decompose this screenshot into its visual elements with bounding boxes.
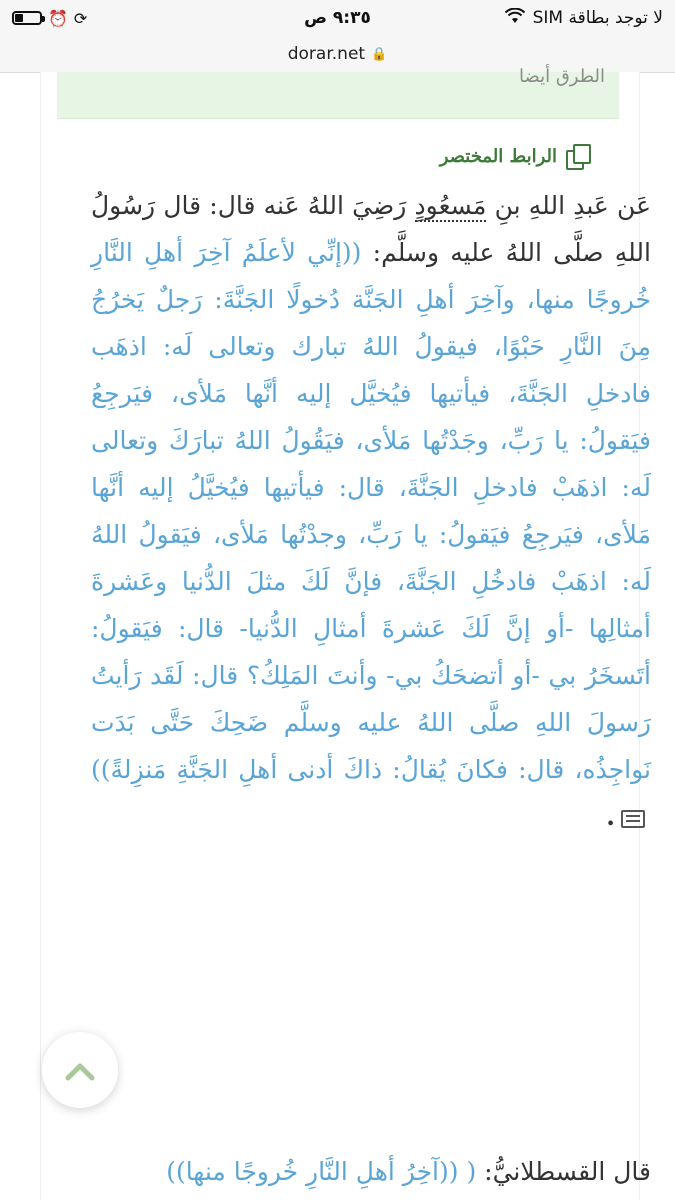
hadith-quote: ((إنِّي لأعلَمُ آخِرَ أهلِ النَّارِ خُروجًا منها، وآخِرَ أهلِ الجَنَّة دُخولًا الجَنَّةَ: رَجلٌ يَخرُجُ مِنَ النَّارِ حَبْوًا، فيقولُ اللهُ تبارك وتعالى لَه: اذهَب فادخلِ الجَنَّةَ، فيأتيها فيُخيَّل إليه أنَّها مَلأى، فيَرجِعُ فيَقولُ: يا رَبِّ، وجَدْتُها مَلأى، فيَقُولُ اللهُ تبارَكَ وتعالى لَه: اذهَبْ فادخلِ الجَنَّةَ، قال: فيأتيها فيُخيَّلُ إليه أنَّها مَلأى، فيَرجِعُ فيَقولُ: يا رَبِّ، وجدْتُها مَلأى، فيَقولُ اللهُ لَه: اذهَبْ فادخُلِ الجَنَّةَ، فإنَّ لَكَ مثلَ الدُّنيا وعَشرةَ أمثالِها -أو إنَّ لَكَ عَشرةَ أمثالِ الدُّنيا- قال: فيَقولُ: أتَسخَرُ بي -أو أتضحَكُ بي- وأنتَ المَلِكُ؟ قال: لَقَد رَأيتُ رَسولَ اللهِ صلَّى اللهُ عليه وسلَّم ضَحِكَ حَتَّى بَدَت نَواجِذُه، قال: فكانَ يُقالُ: ذاكَ أدنى أهلِ الجَنَّةِ مَنزِلةً)) (91, 238, 651, 784)
alarm-icon: ⏰ (48, 8, 68, 28)
short-link-label: الرابط المختصر (439, 145, 557, 167)
narrator-suffix: رَضِيَ اللهُ عَنه قال: قال رَسُولُ اللهِ صلَّى اللهُ عليه وسلَّم: (91, 191, 651, 267)
narrator-prefix: عَن عَبدِ اللهِ بنِ (486, 191, 651, 220)
hadith-text (91, 182, 651, 840)
end-mark: . (606, 802, 615, 831)
wifi-icon (505, 8, 525, 28)
ways-box (57, 66, 619, 119)
scroll-top-button[interactable] (42, 1032, 118, 1108)
status-time: ٩:٣٥ ص (304, 8, 371, 28)
rotation-lock-icon: ⟳ (73, 8, 88, 28)
carrier-label: لا توجد بطاقة SIM (532, 8, 663, 28)
status-bar (0, 0, 675, 36)
lock-icon: 🔒 (371, 46, 388, 62)
narrator-name-link[interactable]: مَسعُودٍ (414, 191, 487, 220)
chevron-up-icon (65, 1050, 95, 1090)
copy-icon (567, 144, 591, 168)
notes-icon[interactable] (621, 810, 645, 828)
ways-box-text: الطرق أيضا (519, 66, 605, 87)
short-link-button[interactable] (440, 144, 591, 168)
battery-icon (12, 11, 42, 25)
commentary-quote: ( ((آخِرُ أهلِ النَّارِ خُروجًا منها)) (166, 1157, 477, 1186)
status-left-icons (12, 9, 87, 28)
commentary-speaker: قال القسطلانيُّ: (476, 1157, 651, 1186)
url-text: dorar.net (287, 44, 366, 64)
status-right (505, 8, 663, 28)
commentary-text (91, 1150, 651, 1194)
